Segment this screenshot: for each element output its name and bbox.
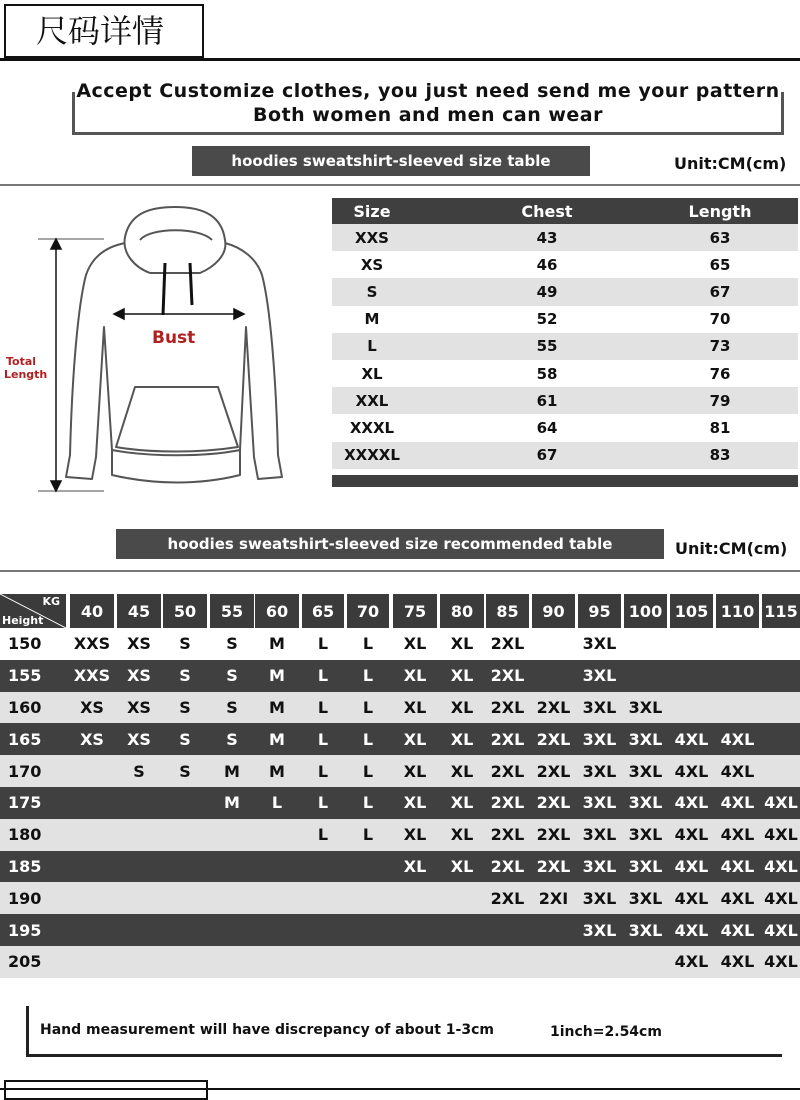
- corner-height-label: Height: [2, 614, 44, 627]
- recommended-table: [0, 594, 800, 978]
- size-recommendation-cell: 3XL: [628, 920, 663, 940]
- chest-cell: 52: [536, 310, 558, 329]
- kg-header-cell: 85: [486, 594, 529, 628]
- kg-header-cell: 65: [302, 594, 344, 628]
- table-row: [0, 946, 800, 978]
- size-cell: M: [364, 310, 380, 329]
- size-recommendation-cell: XL: [403, 697, 427, 717]
- size-recommendation-cell: 3XL: [582, 634, 617, 654]
- size-recommendation-cell: 2XL: [490, 697, 525, 717]
- size-recommendation-cell: S: [133, 761, 145, 781]
- size-recommendation-cell: XS: [127, 729, 151, 749]
- kg-header-cell: 70: [347, 594, 389, 628]
- size-recommendation-cell: XL: [403, 761, 427, 781]
- size-recommendation-cell: S: [226, 729, 238, 749]
- size-recommendation-cell: XL: [450, 793, 474, 813]
- size-recommendation-cell: XXS: [73, 666, 111, 686]
- length-cell: 81: [709, 418, 731, 437]
- length-cell: 63: [709, 228, 731, 247]
- size-recommendation-cell: 3XL: [582, 825, 617, 845]
- customize-banner: [72, 80, 784, 136]
- chest-cell: 49: [536, 282, 558, 301]
- size-recommendation-cell: 3XL: [582, 666, 617, 686]
- length-cell: 79: [709, 391, 731, 410]
- size-recommendation-cell: XS: [80, 697, 104, 717]
- size-recommendation-cell: 4XL: [764, 793, 798, 813]
- size-recommendation-cell: XS: [127, 697, 151, 717]
- size-recommendation-cell: 3XL: [582, 729, 617, 749]
- length-cell: 73: [709, 337, 731, 356]
- title-rule: [204, 58, 800, 61]
- table-row: [0, 819, 800, 851]
- size-recommendation-cell: L: [317, 793, 329, 813]
- size-table-header: [332, 198, 798, 224]
- height-cell: 150: [8, 634, 42, 654]
- size-recommendation-cell: M: [269, 761, 285, 781]
- size-recommendation-cell: 2XI: [538, 888, 569, 908]
- size-recommendation-cell: S: [226, 697, 238, 717]
- size-recommendation-cell: 4XL: [720, 793, 755, 813]
- size-recommendation-cell: XL: [450, 856, 474, 876]
- kg-header-cell: 55: [210, 594, 254, 628]
- column-header-size: Size: [353, 201, 391, 221]
- size-recommendation-cell: 2XL: [490, 729, 525, 749]
- table-row: [332, 306, 798, 333]
- size-cell: XXL: [355, 391, 389, 410]
- size-recommendation-cell: 4XL: [674, 888, 709, 908]
- size-recommendation-cell: XL: [403, 634, 427, 654]
- size-recommendation-cell: L: [317, 729, 329, 749]
- size-table-footer-bar: [332, 475, 798, 487]
- banner-line-1: Accept Customize clothes, you just need send me your pattern: [76, 80, 780, 102]
- size-recommendation-cell: 4XL: [720, 888, 755, 908]
- size-recommendation-cell: L: [362, 697, 374, 717]
- height-cell: 165: [8, 729, 42, 749]
- size-cell: XXS: [355, 228, 389, 247]
- size-recommendation-cell: 4XL: [674, 761, 709, 781]
- table-row: [0, 882, 800, 914]
- chest-cell: 67: [536, 446, 558, 465]
- size-table-unit: Unit:CM(cm): [674, 154, 787, 173]
- size-recommendation-cell: 4XL: [674, 952, 709, 972]
- kg-header-cell: 50: [163, 594, 207, 628]
- size-recommendation-cell: 2XL: [536, 729, 571, 749]
- total-length-label-1: Total: [6, 355, 37, 368]
- kg-header-cell: 105: [670, 594, 713, 628]
- height-cell: 175: [8, 793, 42, 813]
- size-recommendation-cell: 3XL: [582, 856, 617, 876]
- chest-cell: 58: [536, 364, 558, 383]
- size-recommendation-cell: 4XL: [674, 793, 709, 813]
- hood-shape: [125, 207, 226, 273]
- size-recommendation-cell: L: [317, 634, 329, 654]
- footer-border-left: [26, 1006, 29, 1056]
- height-cell: 155: [8, 666, 42, 686]
- size-recommendation-cell: XL: [450, 761, 474, 781]
- kg-header-cell: 45: [117, 594, 161, 628]
- chest-cell: 43: [536, 228, 558, 247]
- corner-kg-label: KG: [42, 595, 60, 608]
- length-cell: 67: [709, 282, 731, 301]
- kg-header-cell: 100: [624, 594, 667, 628]
- size-cell: XL: [361, 364, 383, 383]
- size-cell: XS: [360, 255, 384, 274]
- size-recommendation-cell: XS: [80, 729, 104, 749]
- table-row: [0, 787, 800, 819]
- size-recommendation-cell: M: [224, 793, 240, 813]
- chest-cell: 55: [536, 337, 558, 356]
- size-table-body: [332, 224, 798, 469]
- size-cell: L: [367, 337, 377, 356]
- inch-conversion: 1inch=2.54cm: [550, 1024, 662, 1040]
- pocket-shape: [116, 387, 238, 452]
- size-recommendation-cell: L: [317, 825, 329, 845]
- size-recommendation-cell: 4XL: [674, 825, 709, 845]
- header-corner-cell: [0, 594, 66, 628]
- size-recommendation-cell: M: [224, 761, 240, 781]
- page-title: 尺码详情: [36, 12, 165, 50]
- table-row: [0, 914, 800, 946]
- size-recommendation-cell: 4XL: [764, 920, 798, 940]
- table-row: [0, 851, 800, 883]
- size-recommendation-cell: XL: [403, 856, 427, 876]
- size-recommendation-cell: L: [362, 761, 374, 781]
- size-recommendation-cell: 2XL: [536, 856, 571, 876]
- title-underline: [0, 58, 206, 61]
- kg-header-cell: 115: [762, 594, 800, 628]
- size-recommendation-cell: XL: [450, 729, 474, 749]
- chest-cell: 61: [536, 391, 558, 410]
- size-recommendation-cell: 4XL: [674, 856, 709, 876]
- size-recommendation-cell: 4XL: [764, 952, 798, 972]
- height-cell: 190: [8, 888, 42, 908]
- size-recommendation-cell: XL: [403, 729, 427, 749]
- size-recommendation-cell: S: [179, 729, 191, 749]
- size-table: [332, 198, 798, 487]
- size-recommendation-cell: L: [362, 729, 374, 749]
- size-recommendation-cell: L: [317, 697, 329, 717]
- size-recommendation-cell: 2XL: [536, 697, 571, 717]
- table-row: [332, 414, 798, 441]
- size-recommendation-cell: 2XL: [536, 825, 571, 845]
- size-recommendation-cell: 4XL: [720, 920, 755, 940]
- size-recommendation-cell: 2XL: [490, 856, 525, 876]
- size-recommendation-cell: L: [271, 793, 283, 813]
- size-cell: S: [366, 282, 378, 301]
- size-recommendation-cell: 3XL: [628, 697, 663, 717]
- size-cell: XXXXL: [344, 446, 400, 465]
- kg-header-cell: 75: [393, 594, 437, 628]
- section-divider-2: [0, 570, 800, 572]
- kg-header-cell: 95: [578, 594, 621, 628]
- size-recommendation-cell: S: [179, 761, 191, 781]
- size-recommendation-cell: 3XL: [628, 793, 663, 813]
- size-recommendation-cell: 3XL: [582, 888, 617, 908]
- column-header-chest: Chest: [521, 201, 573, 221]
- hoodie-diagram: [0, 195, 320, 505]
- length-cell: 65: [709, 255, 731, 274]
- recommended-table-header: [0, 594, 800, 628]
- table-row: [332, 278, 798, 305]
- table-row: [332, 387, 798, 414]
- size-recommendation-cell: 2XL: [536, 761, 571, 781]
- size-recommendation-cell: XS: [127, 666, 151, 686]
- next-section-box: [4, 1080, 208, 1100]
- size-recommendation-cell: M: [269, 634, 285, 654]
- size-recommendation-cell: 2XL: [490, 666, 525, 686]
- size-recommendation-cell: 4XL: [764, 825, 798, 845]
- size-recommendation-cell: M: [269, 697, 285, 717]
- size-recommendation-cell: 2XL: [490, 793, 525, 813]
- size-recommendation-cell: 3XL: [628, 888, 663, 908]
- size-recommendation-cell: 2XL: [490, 825, 525, 845]
- height-cell: 170: [8, 761, 42, 781]
- height-cell: 160: [8, 697, 42, 717]
- size-recommendation-cell: S: [179, 666, 191, 686]
- size-recommendation-cell: XL: [403, 793, 427, 813]
- size-recommendation-cell: L: [317, 761, 329, 781]
- size-recommendation-cell: 3XL: [628, 761, 663, 781]
- size-recommendation-cell: XS: [127, 634, 151, 654]
- table-row: [332, 333, 798, 360]
- table-row: [0, 660, 800, 692]
- chest-cell: 46: [536, 255, 558, 274]
- size-recommendation-cell: XL: [450, 666, 474, 686]
- kg-header-cell: 110: [716, 594, 759, 628]
- chest-cell: 64: [536, 418, 558, 437]
- size-recommendation-cell: 2XL: [490, 888, 525, 908]
- size-recommendation-cell: 3XL: [582, 793, 617, 813]
- recommended-table-body: [0, 628, 800, 978]
- table-row: [332, 360, 798, 387]
- banner-border-bottom: [72, 132, 784, 135]
- measurement-note: Hand measurement will have discrepancy of about 1-3cm: [40, 1022, 494, 1038]
- size-recommendation-cell: 4XL: [720, 729, 755, 749]
- size-recommendation-cell: 3XL: [628, 729, 663, 749]
- section-divider: [0, 184, 800, 186]
- size-recommendation-cell: L: [362, 825, 374, 845]
- size-recommendation-cell: 4XL: [764, 888, 798, 908]
- page-title-box: [4, 4, 204, 58]
- table-row: [0, 692, 800, 724]
- size-recommendation-cell: L: [362, 666, 374, 686]
- body-shape: [66, 243, 282, 479]
- size-recommendation-cell: 4XL: [720, 856, 755, 876]
- size-recommendation-cell: S: [226, 666, 238, 686]
- table-row: [0, 628, 800, 660]
- total-length-label-2: Length: [4, 368, 48, 381]
- size-recommendation-cell: 4XL: [674, 920, 709, 940]
- size-recommendation-cell: L: [362, 793, 374, 813]
- size-recommendation-cell: 3XL: [582, 761, 617, 781]
- size-recommendation-cell: S: [179, 634, 191, 654]
- size-recommendation-cell: M: [269, 729, 285, 749]
- size-recommendation-cell: 3XL: [582, 697, 617, 717]
- size-recommendation-cell: XL: [450, 634, 474, 654]
- size-recommendation-cell: 3XL: [628, 856, 663, 876]
- table-row: [0, 755, 800, 787]
- size-recommendation-cell: XXS: [73, 634, 111, 654]
- column-header-length: Length: [688, 201, 752, 221]
- footer-note-box: [26, 1006, 782, 1058]
- size-recommendation-cell: 4XL: [720, 825, 755, 845]
- table-row: [0, 723, 800, 755]
- kg-header-cell: 90: [532, 594, 575, 628]
- size-recommendation-cell: XL: [403, 666, 427, 686]
- kg-header-cell: 40: [70, 594, 114, 628]
- size-recommendation-cell: 2XL: [536, 793, 571, 813]
- height-cell: 195: [8, 920, 42, 940]
- size-recommendation-cell: XL: [403, 825, 427, 845]
- size-recommendation-cell: 3XL: [582, 920, 617, 940]
- size-recommendation-cell: 2XL: [490, 761, 525, 781]
- kg-header-cell: 60: [255, 594, 299, 628]
- size-recommendation-cell: 3XL: [628, 825, 663, 845]
- size-recommendation-cell: L: [362, 634, 374, 654]
- height-cell: 180: [8, 825, 42, 845]
- size-recommendation-cell: S: [226, 634, 238, 654]
- size-recommendation-cell: XL: [450, 697, 474, 717]
- size-recommendation-cell: 4XL: [674, 729, 709, 749]
- height-cell: 185: [8, 856, 42, 876]
- size-recommendation-cell: 4XL: [720, 761, 755, 781]
- table-row: [332, 224, 798, 251]
- size-recommendation-cell: 4XL: [720, 952, 755, 972]
- recommended-table-unit: Unit:CM(cm): [675, 539, 788, 558]
- table-row: [332, 442, 798, 469]
- size-recommendation-cell: 4XL: [764, 856, 798, 876]
- size-table-label: hoodies sweatshirt-sleeved size table: [192, 146, 590, 176]
- recommended-table-label: hoodies sweatshirt-sleeved size recommended table: [116, 529, 664, 559]
- size-recommendation-cell: L: [317, 666, 329, 686]
- length-cell: 76: [709, 364, 731, 383]
- bust-label: Bust: [152, 328, 196, 348]
- size-recommendation-cell: 2XL: [490, 634, 525, 654]
- kg-header-cell: 80: [440, 594, 484, 628]
- size-cell: XXXL: [349, 418, 395, 437]
- size-recommendation-cell: S: [179, 697, 191, 717]
- height-cell: 205: [8, 952, 42, 972]
- table-row: [332, 251, 798, 278]
- length-cell: 83: [709, 446, 731, 465]
- banner-line-2: Both women and men can wear: [253, 104, 603, 126]
- length-cell: 70: [709, 310, 731, 329]
- size-recommendation-cell: XL: [450, 825, 474, 845]
- size-recommendation-cell: M: [269, 666, 285, 686]
- footer-border-bottom: [26, 1054, 782, 1057]
